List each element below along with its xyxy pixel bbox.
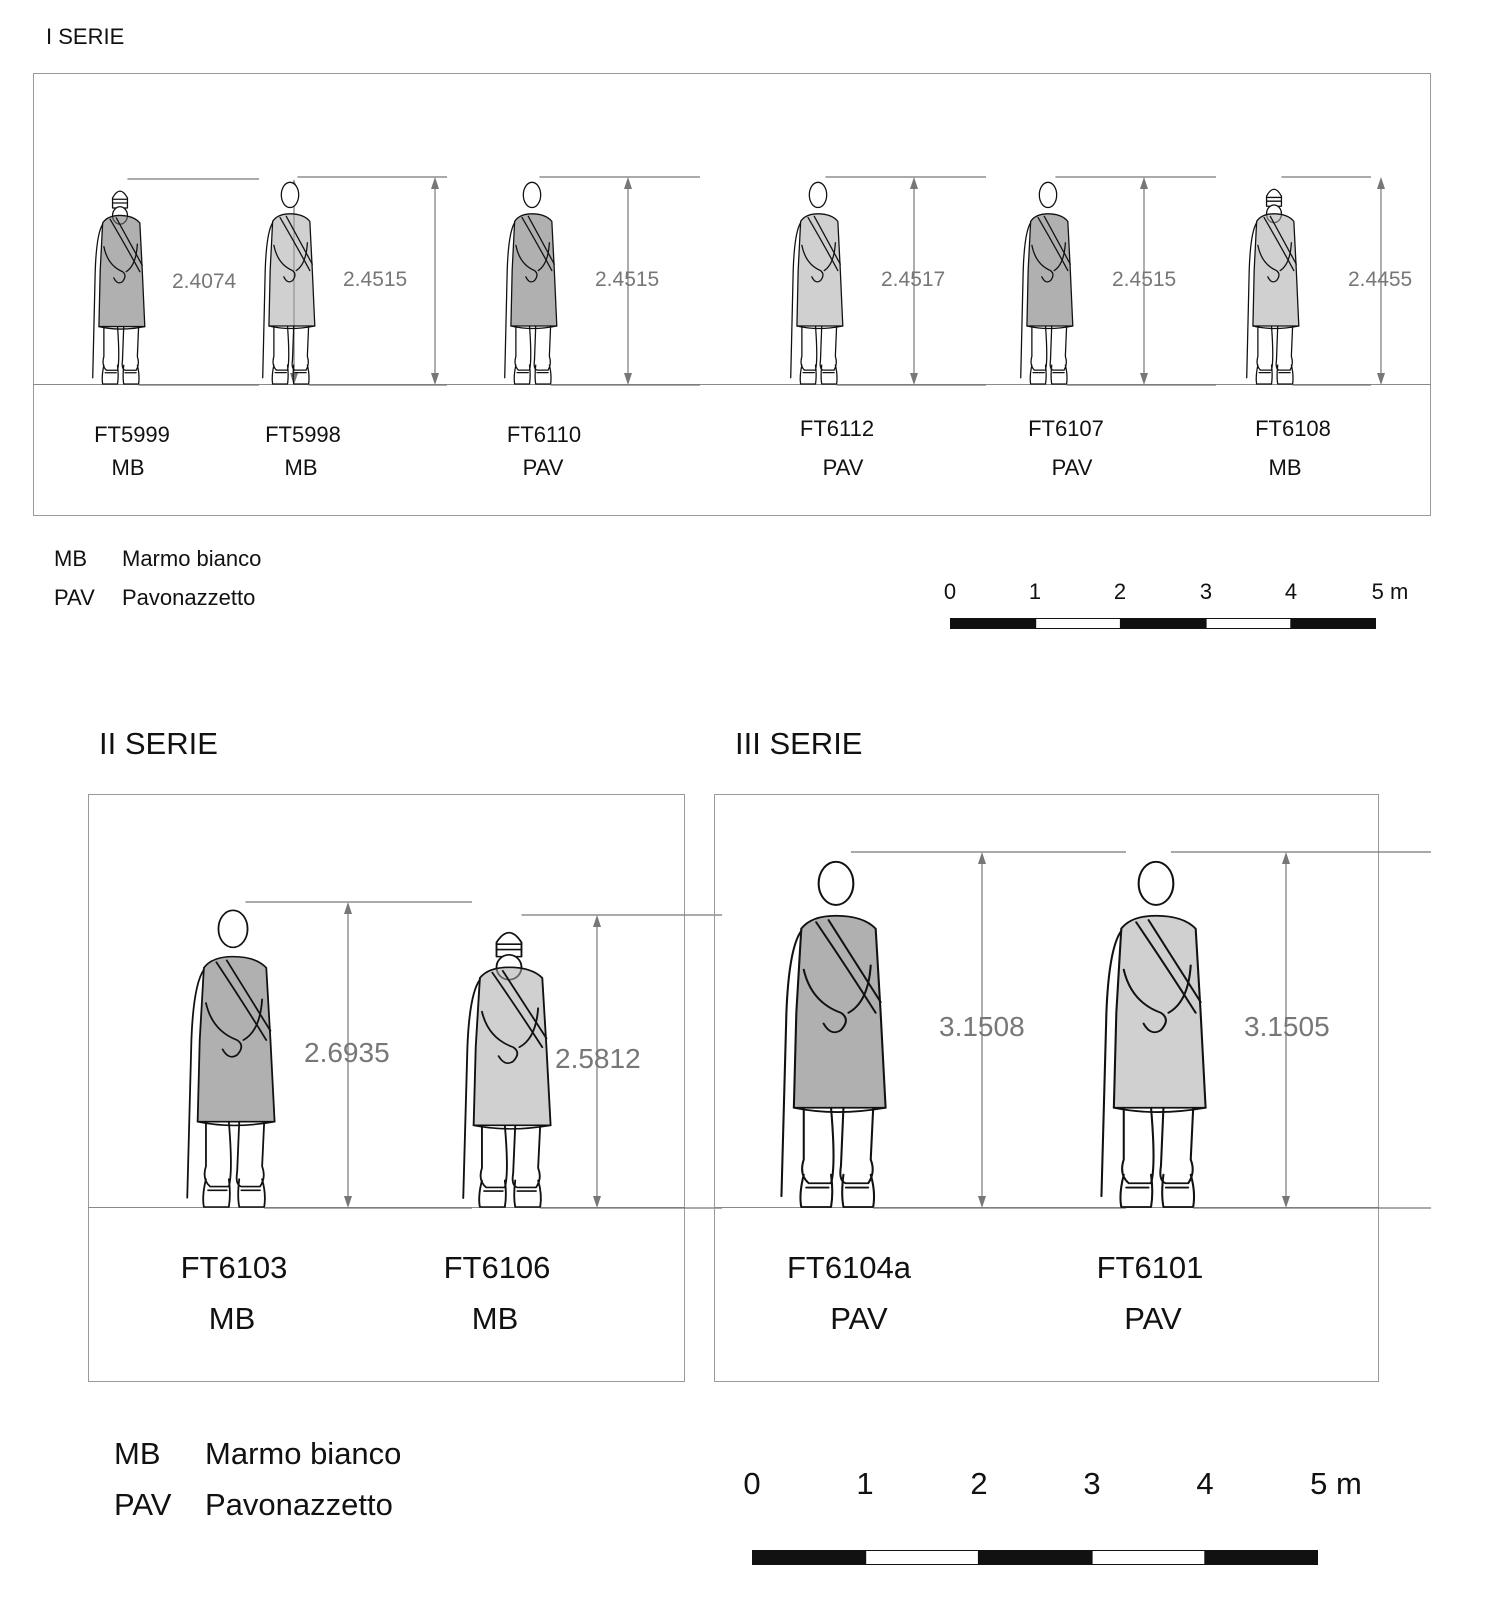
statue-outline bbox=[781, 862, 885, 1207]
statue-id-label: FT6101 bbox=[1096, 1250, 1204, 1285]
legend-name: Pavonazzetto bbox=[205, 1487, 393, 1522]
head bbox=[218, 910, 247, 947]
scale-segment bbox=[866, 1551, 979, 1565]
legend-name: Marmo bianco bbox=[122, 546, 262, 571]
left-leg bbox=[481, 1125, 507, 1187]
statue-id-label: FT6103 bbox=[180, 1250, 288, 1285]
scale-tick-label: 5 m bbox=[1371, 579, 1409, 604]
right-leg bbox=[840, 1108, 873, 1184]
scale-tick-label: 1 bbox=[1028, 579, 1042, 604]
scale-tick-label: 3 bbox=[1083, 1466, 1101, 1501]
scale-tick-label: 0 bbox=[943, 579, 957, 604]
right-leg bbox=[820, 326, 836, 370]
right-leg bbox=[292, 326, 308, 370]
scale-tick-label: 4 bbox=[1196, 1466, 1214, 1501]
height-dimension: 2.4074 bbox=[172, 270, 237, 293]
right-leg bbox=[1050, 326, 1066, 370]
statue-outline bbox=[791, 182, 843, 384]
scale-segment bbox=[951, 619, 1036, 629]
scale-segment bbox=[979, 1551, 1092, 1565]
left-leg bbox=[1122, 1108, 1153, 1184]
legend-name: Marmo bianco bbox=[205, 1436, 402, 1471]
statue-outline bbox=[505, 182, 557, 384]
statue-material-label: PAV bbox=[830, 1301, 888, 1336]
statue-id-label: FT6106 bbox=[443, 1250, 551, 1285]
statue-material-label: PAV bbox=[1051, 455, 1093, 480]
height-dimension: 2.4515 bbox=[343, 268, 408, 291]
head bbox=[1139, 862, 1174, 905]
statue-material-label: MB bbox=[1268, 455, 1302, 480]
head bbox=[1039, 182, 1056, 207]
scale-tick-label: 2 bbox=[1113, 579, 1127, 604]
statue-material-label: MB bbox=[471, 1301, 519, 1336]
statue-id-label: FT5999 bbox=[94, 422, 170, 447]
legend-name: Pavonazzetto bbox=[122, 585, 256, 610]
left-leg bbox=[1257, 326, 1273, 370]
right-leg bbox=[534, 326, 550, 370]
left-leg bbox=[273, 326, 289, 370]
right-leg bbox=[122, 327, 138, 371]
left-leg bbox=[515, 326, 531, 370]
height-dimension: 3.1508 bbox=[939, 1011, 1025, 1042]
statue-outline bbox=[187, 910, 274, 1207]
scale-segment bbox=[1206, 619, 1291, 629]
head bbox=[809, 182, 826, 207]
height-dimension: 2.6935 bbox=[304, 1037, 390, 1068]
scale-tick-label: 1 bbox=[856, 1466, 874, 1501]
series-1-title: I SERIE bbox=[46, 24, 125, 49]
statue-id-label: FT6112 bbox=[799, 416, 875, 441]
left-leg bbox=[801, 326, 817, 370]
height-dimension: 2.4515 bbox=[595, 268, 660, 291]
statue-material-label: MB bbox=[208, 1301, 256, 1336]
head bbox=[281, 182, 298, 207]
series-2-title: II SERIE bbox=[99, 726, 218, 761]
height-dimension: 2.4515 bbox=[1112, 268, 1177, 291]
scale-segment bbox=[1205, 1551, 1318, 1565]
series-3-title: III SERIE bbox=[735, 726, 863, 761]
statue-id-label: FT6110 bbox=[506, 422, 582, 447]
scale-segment bbox=[753, 1551, 866, 1565]
height-dimension: 2.5812 bbox=[555, 1043, 641, 1074]
right-leg bbox=[1276, 326, 1292, 370]
statue-id-label: FT6104a bbox=[786, 1250, 912, 1285]
scale-tick-label: 5 m bbox=[1310, 1466, 1362, 1501]
statue-material-label: PAV bbox=[1124, 1301, 1182, 1336]
right-leg bbox=[513, 1125, 541, 1187]
statue-id-label: FT5998 bbox=[265, 422, 341, 447]
statue-material-label: PAV bbox=[822, 455, 864, 480]
head bbox=[523, 182, 540, 207]
statue-id-label: FT6107 bbox=[1028, 416, 1104, 441]
right-leg bbox=[1160, 1108, 1193, 1184]
scale-tick-label: 4 bbox=[1284, 579, 1298, 604]
statue-outline bbox=[1247, 189, 1299, 384]
statue-outline bbox=[1021, 182, 1073, 384]
scale-segment bbox=[1291, 619, 1376, 629]
scale-bar bbox=[950, 617, 1376, 628]
statue-material-label: PAV bbox=[522, 455, 564, 480]
statue-outline bbox=[263, 182, 315, 384]
statue-id-label: FT6108 bbox=[1255, 416, 1331, 441]
legend-abbr: MB bbox=[54, 546, 87, 571]
left-leg bbox=[1031, 326, 1047, 370]
scale-tick-label: 3 bbox=[1199, 579, 1213, 604]
left-leg bbox=[205, 1122, 231, 1187]
statue-material-label: MB bbox=[284, 455, 318, 480]
height-dimension: 2.4517 bbox=[881, 268, 946, 291]
scale-bar bbox=[752, 1550, 1318, 1565]
statue-material-label: MB bbox=[111, 455, 145, 480]
legend-abbr: MB bbox=[114, 1436, 161, 1471]
head bbox=[819, 862, 854, 905]
legend-abbr: PAV bbox=[114, 1487, 172, 1522]
scale-segment bbox=[1092, 1551, 1205, 1565]
scale-segment bbox=[1036, 619, 1121, 629]
left-leg bbox=[103, 327, 119, 371]
height-dimension: 2.4455 bbox=[1348, 268, 1413, 291]
scale-segment bbox=[1121, 619, 1206, 629]
left-leg bbox=[802, 1108, 833, 1184]
statue-outline bbox=[1101, 862, 1205, 1207]
legend-abbr: PAV bbox=[54, 585, 95, 610]
scale-tick-label: 0 bbox=[743, 1466, 761, 1501]
right-leg bbox=[237, 1122, 265, 1187]
statue-outline bbox=[463, 933, 550, 1207]
scale-tick-label: 2 bbox=[970, 1466, 988, 1501]
height-dimension: 3.1505 bbox=[1244, 1011, 1330, 1042]
statue-outline bbox=[93, 191, 145, 384]
